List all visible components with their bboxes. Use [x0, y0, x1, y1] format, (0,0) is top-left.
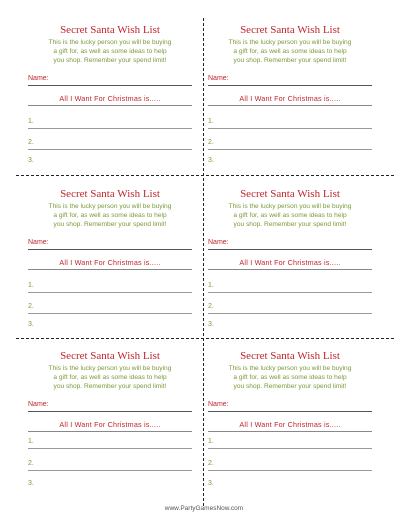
want-label: All I Want For Christmas is.....: [59, 420, 161, 429]
name-label: Name:: [208, 75, 229, 82]
item-2-label: 2.: [208, 139, 214, 146]
name-label: Name:: [208, 401, 229, 408]
card-title: Secret Santa Wish List: [240, 350, 340, 362]
card-intro: This is the lucky person you will be buying a gift for, as well as some ideas to help you shop. Remember your spend limit!: [228, 39, 352, 64]
item-1-label: 1.: [208, 438, 214, 445]
card-title: Secret Santa Wish List: [240, 24, 340, 36]
item-1-line: [208, 448, 372, 449]
item-1-line: [28, 292, 192, 293]
wish-list-card: [28, 188, 192, 348]
name-label: Name:: [208, 239, 229, 246]
want-label: All I Want For Christmas is.....: [239, 94, 341, 103]
want-label: All I Want For Christmas is.....: [59, 94, 161, 103]
item-1-label: 1.: [28, 118, 34, 125]
card-title: Secret Santa Wish List: [60, 350, 160, 362]
name-label: Name:: [28, 401, 49, 408]
item-2-label: 2.: [208, 303, 214, 310]
item-3-label: 3.: [208, 480, 214, 487]
wish-list-card: [208, 188, 372, 348]
wish-list-card: [208, 24, 372, 184]
wish-list-card: [28, 24, 192, 184]
card-intro: This is the lucky person you will be buying a gift for, as well as some ideas to help you shop. Remember your spend limit!: [48, 39, 172, 64]
item-1-line: [208, 292, 372, 293]
name-line: [28, 249, 192, 250]
name-line: [208, 411, 372, 412]
name-line: [208, 85, 372, 86]
want-line: [208, 431, 372, 432]
wish-list-card: [208, 350, 372, 510]
item-1-label: 1.: [208, 118, 214, 125]
want-line: [208, 105, 372, 106]
footer-url: www.PartyGamesNow.com: [164, 505, 244, 512]
card-intro: This is the lucky person you will be buying a gift for, as well as some ideas to help you shop. Remember your spend limit!: [48, 203, 172, 228]
item-2-line: [28, 470, 192, 471]
card-title: Secret Santa Wish List: [60, 24, 160, 36]
name-label: Name:: [28, 75, 49, 82]
name-line: [208, 249, 372, 250]
item-2-line: [208, 149, 372, 150]
item-1-line: [28, 448, 192, 449]
item-1-label: 1.: [28, 282, 34, 289]
name-line: [28, 411, 192, 412]
item-2-label: 2.: [28, 139, 34, 146]
want-line: [28, 105, 192, 106]
want-label: All I Want For Christmas is.....: [239, 258, 341, 267]
card-intro: This is the lucky person you will be buying a gift for, as well as some ideas to help you shop. Remember your spend limit!: [228, 365, 352, 390]
item-1-label: 1.: [28, 438, 34, 445]
item-3-label: 3.: [28, 157, 34, 164]
item-2-label: 2.: [208, 460, 214, 467]
item-3-label: 3.: [28, 480, 34, 487]
item-2-line: [28, 149, 192, 150]
want-line: [28, 431, 192, 432]
card-title: Secret Santa Wish List: [240, 188, 340, 200]
want-line: [28, 269, 192, 270]
item-2-line: [28, 313, 192, 314]
want-label: All I Want For Christmas is.....: [239, 420, 341, 429]
name-line: [28, 85, 192, 86]
want-line: [208, 269, 372, 270]
item-2-line: [208, 470, 372, 471]
vertical-cut-line: [203, 18, 204, 506]
item-2-line: [208, 313, 372, 314]
item-2-label: 2.: [28, 303, 34, 310]
item-3-label: 3.: [208, 321, 214, 328]
card-intro: This is the lucky person you will be buying a gift for, as well as some ideas to help you shop. Remember your spend limit!: [48, 365, 172, 390]
item-2-label: 2.: [28, 460, 34, 467]
name-label: Name:: [28, 239, 49, 246]
item-1-label: 1.: [208, 282, 214, 289]
want-label: All I Want For Christmas is.....: [59, 258, 161, 267]
item-1-line: [208, 128, 372, 129]
card-intro: This is the lucky person you will be buying a gift for, as well as some ideas to help you shop. Remember your spend limit!: [228, 203, 352, 228]
wish-list-card: [28, 350, 192, 510]
card-title: Secret Santa Wish List: [60, 188, 160, 200]
item-3-label: 3.: [208, 157, 214, 164]
item-3-label: 3.: [28, 321, 34, 328]
item-1-line: [28, 128, 192, 129]
